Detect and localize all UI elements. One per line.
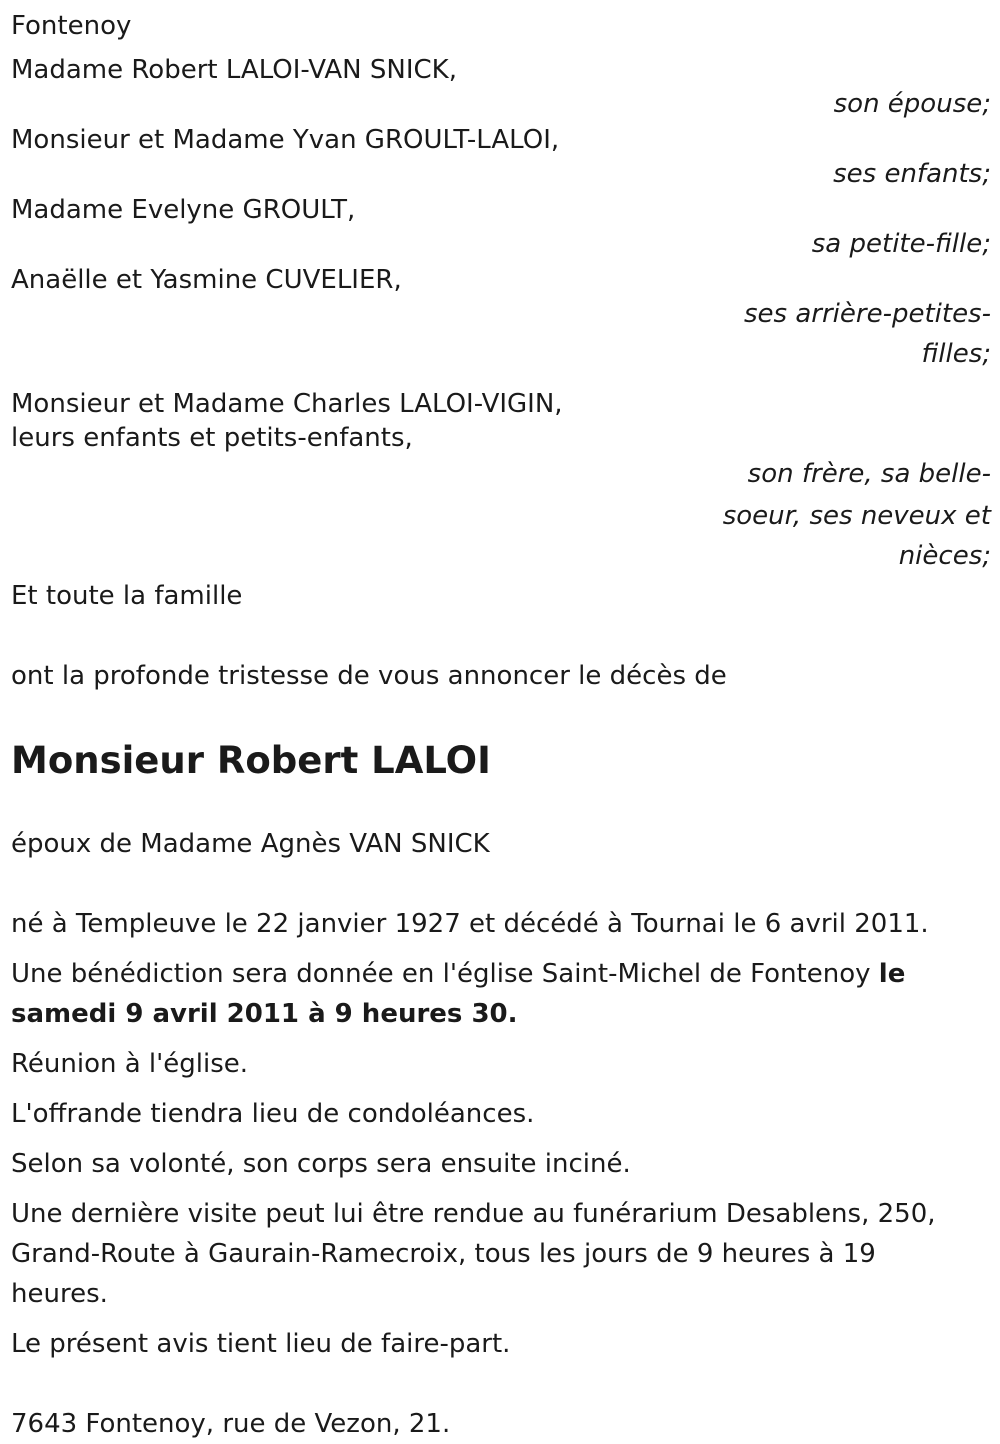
birth-death-line: né à Templeuve le 22 janvier 1927 et décédé à Tournai le 6 avril 2011. xyxy=(11,909,929,939)
visit-paragraph xyxy=(11,1194,991,1314)
family-entry-children xyxy=(11,126,991,194)
ceremony-date: samedi 9 avril 2011 à 9 heures 30. xyxy=(11,999,518,1029)
ceremony-text: Une bénédiction sera donnée en l'église Saint-Michel de Fontenoy xyxy=(11,959,879,989)
closing-family: Et toute la famille xyxy=(11,581,243,611)
visit-line: Une dernière visite peut lui être rendue au funérarium Desablens, 250, xyxy=(11,1199,936,1229)
visit-line: Grand-Route à Gaurain-Ramecroix, tous les jours de 9 heures à 19 xyxy=(11,1239,876,1269)
family-entry-brother xyxy=(11,384,991,576)
announcement-text: ont la profonde tristesse de vous annoncer le décès de xyxy=(11,661,727,691)
family-relation: filles; xyxy=(921,339,991,369)
note-offering: L'offrande tiendra lieu de condoléances. xyxy=(11,1099,535,1129)
family-relation: sa petite-fille; xyxy=(811,229,991,259)
family-relation: soeur, ses neveux et xyxy=(722,501,991,531)
family-entry-spouse xyxy=(11,56,991,124)
notice-line: Le présent avis tient lieu de faire-part. xyxy=(11,1329,511,1359)
ceremony-date-part: le xyxy=(878,959,906,989)
town-header: Fontenoy xyxy=(11,11,132,41)
family-relation: ses arrière-petites- xyxy=(744,299,991,329)
family-relation: son frère, sa belle- xyxy=(747,459,991,489)
visit-line: heures. xyxy=(11,1279,108,1309)
family-names: leurs enfants et petits-enfants, xyxy=(11,423,413,453)
address-line: 7643 Fontenoy, rue de Vezon, 21. xyxy=(11,1409,451,1439)
spouse-line: époux de Madame Agnès VAN SNICK xyxy=(11,829,490,859)
note-cremation: Selon sa volonté, son corps sera ensuite inciné. xyxy=(11,1149,631,1179)
family-entry-great-granddaughters xyxy=(11,266,991,374)
obituary-notice xyxy=(11,6,991,1444)
family-names: Madame Robert LALOI-VAN SNICK, xyxy=(11,55,457,85)
family-names: Anaëlle et Yasmine CUVELIER, xyxy=(11,265,402,295)
note-gathering: Réunion à l'église. xyxy=(11,1049,249,1079)
family-names: Madame Evelyne GROULT, xyxy=(11,195,356,225)
family-relation: nièces; xyxy=(898,541,991,571)
family-names: Monsieur et Madame Charles LALOI-VIGIN, xyxy=(11,389,563,419)
deceased-name: Monsieur Robert LALOI xyxy=(11,739,491,782)
ceremony-paragraph xyxy=(11,954,991,1034)
family-entry-granddaughter xyxy=(11,196,991,264)
family-names: Monsieur et Madame Yvan GROULT-LALOI, xyxy=(11,125,560,155)
family-relation: son épouse; xyxy=(833,89,991,119)
family-relation: ses enfants; xyxy=(833,159,991,189)
